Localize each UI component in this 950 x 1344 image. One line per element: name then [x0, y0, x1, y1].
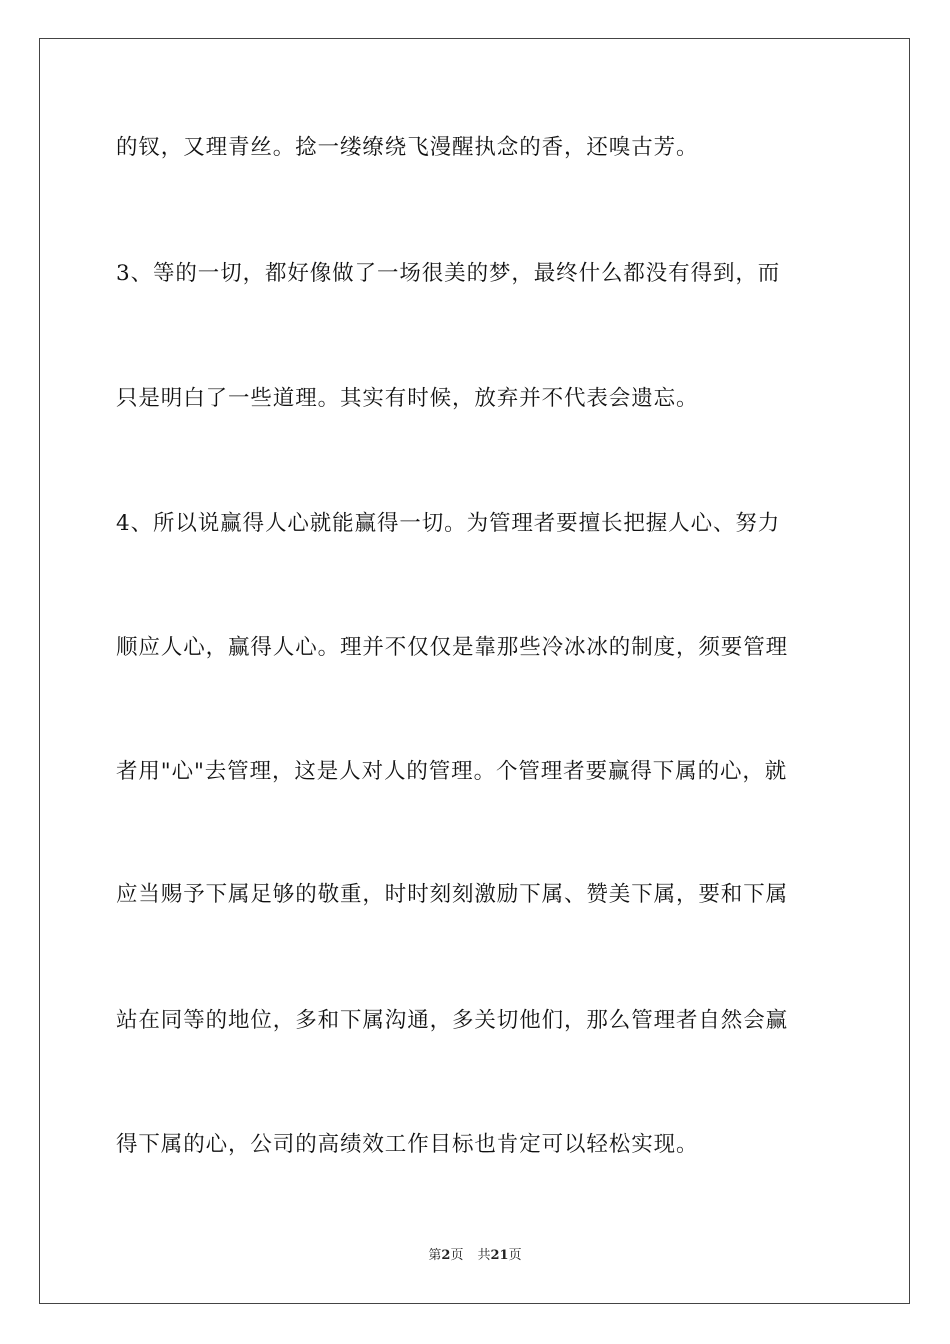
text-line: 站在同等的地位，多和下属沟通，多关切他们，那么管理者自然会赢 [116, 1008, 789, 1033]
text-line: 的钗，又理青丝。捻一缕缭绕飞漫醒执念的香，还嗅古芳。 [116, 135, 699, 160]
text-line: 顺应人心，赢得人心。理并不仅仅是靠那些冷冰冰的制度，须要管理 [116, 635, 789, 660]
text-line: 得下属的心，公司的高绩效工作目标也肯定可以轻松实现。 [116, 1132, 699, 1157]
page-border [39, 38, 910, 1304]
text-line: 4、所以说赢得人心就能赢得一切。为管理者要擅长把握人心、努力 [116, 511, 781, 536]
page-footer [0, 1247, 950, 1265]
page-number-label: 第2页 [428, 1248, 464, 1263]
total-pages-label: 共21页 [477, 1248, 522, 1263]
text-line: 者用"心"去管理，这是人对人的管理。个管理者要赢得下属的心，就 [116, 759, 788, 784]
text-line: 只是明白了一些道理。其实有时候，放弃并不代表会遗忘。 [116, 386, 699, 411]
text-line: 应当赐予下属足够的敬重，时时刻刻激励下属、赞美下属，要和下属 [116, 882, 789, 907]
text-line: 3、等的一切，都好像做了一场很美的梦，最终什么都没有得到，而 [116, 261, 781, 286]
